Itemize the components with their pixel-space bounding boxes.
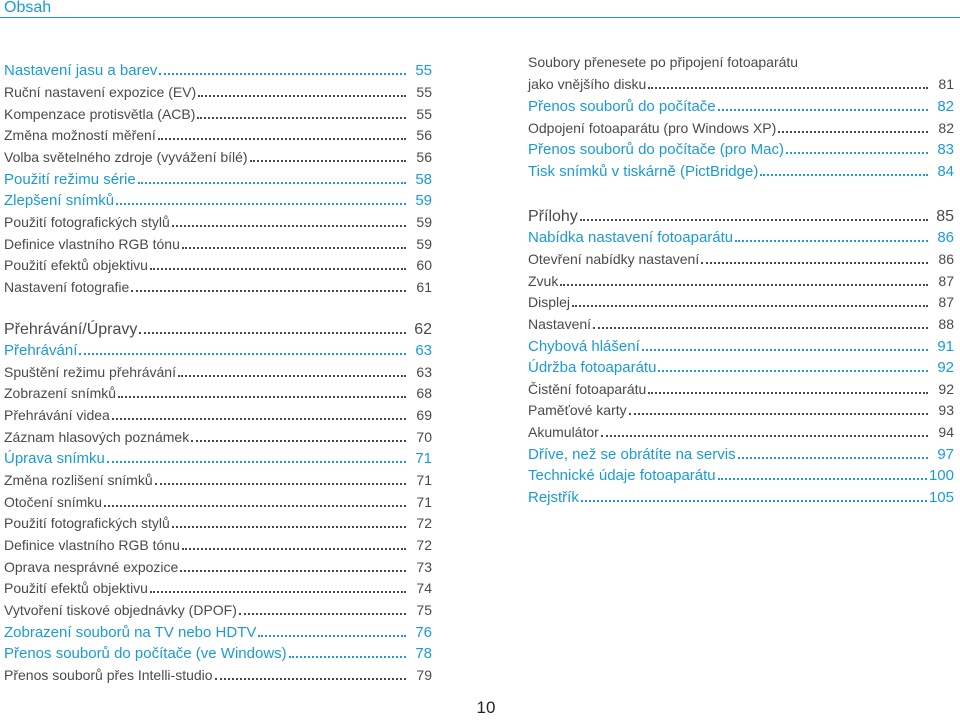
toc-entry-title: Použití efektů objektivu — [4, 580, 148, 596]
toc-entry[interactable] — [528, 226, 954, 246]
dot-leader — [180, 570, 406, 572]
toc-entry-page: 55 — [416, 84, 432, 100]
toc-entry-page: 58 — [415, 171, 432, 188]
toc-entry-title: Zlepšení snímků — [4, 192, 115, 209]
toc-entry-page: 76 — [415, 624, 432, 641]
toc-entry[interactable] — [528, 205, 954, 225]
dot-leader — [738, 457, 928, 459]
dot-leader — [150, 591, 406, 593]
toc-entry-title: Otevření nabídky nastavení — [528, 251, 700, 267]
dot-leader — [718, 478, 927, 480]
dot-leader — [191, 440, 406, 442]
toc-entry-title: Záznam hlasových poznámek — [4, 429, 190, 445]
dot-leader — [601, 435, 928, 437]
toc-entry[interactable] — [528, 421, 954, 441]
toc-entry[interactable] — [4, 189, 432, 209]
toc-entry-title: Vytvoření tiskové objednávky (DPOF) — [4, 602, 237, 618]
toc-entry-title: Přehrávání videa — [4, 407, 110, 423]
toc-entry[interactable] — [4, 124, 432, 144]
toc-entry-page: 72 — [416, 515, 432, 531]
dot-leader — [159, 73, 406, 75]
toc-entry-page: 81 — [938, 76, 954, 92]
toc-entry-title: Nastavení jasu a barev — [4, 62, 158, 79]
toc-entry-page: 87 — [938, 294, 954, 310]
toc-entry[interactable] — [528, 95, 954, 115]
toc-entry-title: Tisk snímků v tiskárně (PictBridge) — [528, 163, 759, 180]
dot-leader — [107, 461, 406, 463]
toc-entry-title: Údržba fotoaparátu — [528, 359, 657, 376]
toc-entry[interactable] — [4, 276, 432, 296]
toc-entry[interactable] — [528, 486, 954, 506]
toc-entry-page: 59 — [416, 214, 432, 230]
toc-entry[interactable] — [528, 399, 954, 419]
toc-entry-title: Volba světelného zdroje (vyvážení bílé) — [4, 149, 248, 165]
dot-leader — [239, 613, 406, 615]
toc-entry[interactable] — [4, 447, 432, 467]
dot-leader — [116, 203, 406, 205]
toc-entry[interactable] — [4, 404, 432, 424]
toc-entry-page: 88 — [938, 316, 954, 332]
toc-entry-title: Displej — [528, 294, 571, 310]
toc-entry-page: 56 — [416, 149, 432, 165]
toc-entry-title: Paměťové karty — [528, 402, 627, 418]
toc-entry[interactable] — [4, 556, 432, 576]
toc-entry[interactable] — [4, 168, 432, 188]
dot-leader — [786, 152, 928, 154]
dot-leader — [258, 635, 406, 637]
toc-entry[interactable] — [4, 361, 432, 381]
toc-entry-title: Změna možností měření — [4, 127, 156, 143]
dot-leader — [155, 483, 406, 485]
toc-entry-title: Použití režimu série — [4, 171, 136, 188]
toc-entry-page: 79 — [416, 667, 432, 683]
toc-entry-title: Definice vlastního RGB tónu — [4, 236, 180, 252]
dot-leader — [250, 160, 406, 162]
dot-leader — [172, 225, 406, 227]
toc-entry-page: 83 — [937, 141, 954, 158]
dot-leader — [182, 548, 406, 550]
toc-entry-page: 60 — [416, 257, 432, 273]
toc-entry[interactable] — [528, 73, 954, 93]
toc-entry-page: 73 — [416, 559, 432, 575]
toc-entry-page: 63 — [416, 364, 432, 380]
dot-leader — [79, 353, 406, 355]
toc-entry[interactable] — [4, 233, 432, 253]
toc-entry[interactable] — [4, 426, 432, 446]
toc-entry[interactable] — [528, 378, 954, 398]
dot-leader — [593, 327, 928, 329]
toc-entry[interactable] — [528, 464, 954, 484]
toc-entry-title: Akumulátor — [528, 424, 599, 440]
dot-leader — [778, 131, 928, 133]
toc-entry-page: 100 — [928, 467, 954, 484]
toc-entry[interactable] — [4, 642, 432, 662]
toc-entry-page: 63 — [415, 342, 432, 359]
toc-entry-page: 84 — [937, 163, 954, 180]
toc-entry-page: 94 — [938, 424, 954, 440]
toc-entry-title: Nastavení — [528, 316, 592, 332]
toc-entry-page: 56 — [416, 127, 432, 143]
toc-entry-page: 71 — [416, 494, 432, 510]
dot-leader — [118, 396, 406, 398]
dot-leader — [701, 262, 928, 264]
toc-entry-title: Soubory přenesete po připojení fotoaparátu — [528, 54, 799, 70]
toc-entry-title: Technické údaje fotoaparátu — [528, 467, 716, 484]
toc-entry[interactable] — [4, 81, 432, 101]
toc-entry[interactable] — [4, 103, 432, 123]
toc-entry-page: 82 — [938, 120, 954, 136]
toc-entry-page: 72 — [416, 537, 432, 553]
toc-entry[interactable] — [4, 512, 432, 532]
toc-entry[interactable] — [528, 248, 954, 268]
toc-entry-title: Chybová hlášení — [528, 338, 640, 355]
toc-entry-title: Přenos souborů do počítače — [528, 98, 716, 115]
toc-entry-page: 92 — [938, 381, 954, 397]
dot-leader — [197, 117, 406, 119]
toc-entry[interactable] — [4, 146, 432, 166]
toc-entry-page: 74 — [416, 580, 432, 596]
toc-entry-page: 87 — [938, 273, 954, 289]
dot-leader — [648, 87, 928, 89]
toc-entry-title: Přenos souborů do počítače (ve Windows) — [4, 645, 287, 662]
toc-header — [0, 0, 960, 18]
toc-entry[interactable] — [528, 335, 954, 355]
toc-entry[interactable] — [4, 339, 432, 359]
toc-entry[interactable] — [528, 117, 954, 137]
dot-leader — [182, 247, 406, 249]
toc-entry-page: 55 — [416, 106, 432, 122]
toc-entry-title: Nabídka nastavení fotoaparátu — [528, 229, 734, 246]
toc-entry-title: Přehrávání/Úpravy — [4, 321, 138, 338]
toc-entry[interactable] — [4, 469, 432, 489]
toc-entry-title: Ruční nastavení expozice (EV) — [4, 84, 197, 100]
toc-entry-title: Oprava nesprávné expozice — [4, 559, 179, 575]
dot-leader — [112, 418, 406, 420]
toc-entry[interactable] — [4, 318, 432, 338]
dot-leader — [629, 413, 928, 415]
toc-entry[interactable] — [528, 270, 954, 290]
toc-entry-title: Spuštění režimu přehrávání — [4, 364, 176, 380]
toc-entry-page: 86 — [938, 251, 954, 267]
toc-entry-page: 55 — [415, 62, 432, 79]
toc-entry-title: Použití fotografických stylů — [4, 515, 170, 531]
toc-entry-page: 91 — [937, 338, 954, 355]
toc-entry-page: 71 — [416, 472, 432, 488]
toc-entry-title: Použití efektů objektivu — [4, 257, 148, 273]
toc-entry-title: Nastavení fotografie — [4, 279, 130, 295]
dot-leader — [658, 370, 928, 372]
toc-entry[interactable] — [528, 138, 954, 158]
toc-entry-title: Úprava snímku — [4, 450, 105, 467]
dot-leader — [104, 505, 406, 507]
toc-entry-title: Rejstřík — [528, 489, 579, 506]
dot-leader — [560, 284, 928, 286]
toc-entry-title: Definice vlastního RGB tónu — [4, 537, 180, 553]
toc-entry[interactable] — [4, 599, 432, 619]
toc-entry[interactable] — [528, 313, 954, 333]
dot-leader — [172, 526, 406, 528]
toc-entry-page: 71 — [415, 450, 432, 467]
toc-entry-title: Použití fotografických stylů — [4, 214, 170, 230]
toc-entry-page: 70 — [416, 429, 432, 445]
toc-entry-title: Dříve, než se obrátíte na servis — [528, 446, 736, 463]
dot-leader — [760, 174, 928, 176]
toc-entry[interactable] — [4, 534, 432, 554]
dot-leader — [150, 268, 406, 270]
toc-entry-title: Kompenzace protisvětla (ACB) — [4, 106, 196, 122]
dot-leader — [648, 392, 928, 394]
toc-entry[interactable] — [528, 291, 954, 311]
toc-entry-title: Změna rozlišení snímků — [4, 472, 153, 488]
dot-leader — [581, 500, 927, 502]
dot-leader — [215, 678, 406, 680]
dot-leader — [572, 305, 928, 307]
dot-leader — [158, 138, 406, 140]
toc-entry-title: Zvuk — [528, 273, 559, 289]
toc-entry-page: 59 — [415, 192, 432, 209]
toc-entry-title: Čistění fotoaparátu — [528, 381, 647, 397]
page-number: 10 — [476, 698, 496, 717]
toc-entry-page: 82 — [937, 98, 954, 115]
toc-entry-title: Zobrazení snímků — [4, 385, 117, 401]
toc-entry-page: 92 — [937, 359, 954, 376]
toc-entry-title: Odpojení fotoaparátu (pro Windows XP) — [528, 120, 777, 136]
toc-entry-page: 59 — [416, 236, 432, 252]
toc-entry-page: 68 — [416, 385, 432, 401]
dot-leader — [642, 349, 928, 351]
dot-leader — [131, 290, 406, 292]
toc-entry-title: Přenos souborů do počítače (pro Mac) — [528, 141, 784, 158]
toc-entry-title: Zobrazení souborů na TV nebo HDTV — [4, 624, 257, 641]
dot-leader — [178, 375, 406, 377]
toc-entry-page: 75 — [416, 602, 432, 618]
toc-entry-page: 86 — [937, 229, 954, 246]
toc-entry[interactable] — [4, 59, 432, 79]
toc-entry-page: 69 — [416, 407, 432, 423]
toc-entry-page: 97 — [937, 446, 954, 463]
toc-entry-title: Přehrávání — [4, 342, 78, 359]
toc-entry[interactable] — [4, 211, 432, 231]
toc-entry-title: Přenos souborů přes Intelli-studio — [4, 667, 213, 683]
toc-entry[interactable] — [4, 254, 432, 274]
toc-entry-page: 85 — [936, 208, 954, 225]
toc-entry[interactable] — [4, 621, 432, 641]
toc-entry-title: Otočení snímku — [4, 494, 103, 510]
toc-entry-page: 61 — [416, 279, 432, 295]
dot-leader — [289, 656, 406, 658]
dot-leader — [735, 240, 928, 242]
toc-entry-title: jako vnějšího disku — [528, 76, 647, 92]
toc-entry-title: Přílohy — [528, 208, 578, 225]
toc-entry-page: 93 — [938, 402, 954, 418]
toc-entry[interactable] — [528, 160, 954, 180]
toc-entry[interactable] — [528, 443, 954, 463]
toc-entry-page: 105 — [928, 489, 954, 506]
toc-entry[interactable] — [528, 356, 954, 376]
toc-entry-page: 62 — [414, 321, 432, 338]
toc-entry[interactable] — [4, 664, 432, 684]
toc-entry-intro — [528, 51, 954, 71]
page-title: Obsah — [4, 0, 52, 16]
dot-leader — [718, 109, 928, 111]
dot-leader — [139, 332, 406, 334]
dot-leader — [138, 182, 406, 184]
dot-leader — [198, 95, 406, 97]
toc-entry[interactable] — [4, 382, 432, 402]
dot-leader — [580, 219, 928, 221]
toc-entry[interactable] — [4, 491, 432, 511]
toc-entry[interactable] — [4, 577, 432, 597]
toc-entry-page: 78 — [415, 645, 432, 662]
